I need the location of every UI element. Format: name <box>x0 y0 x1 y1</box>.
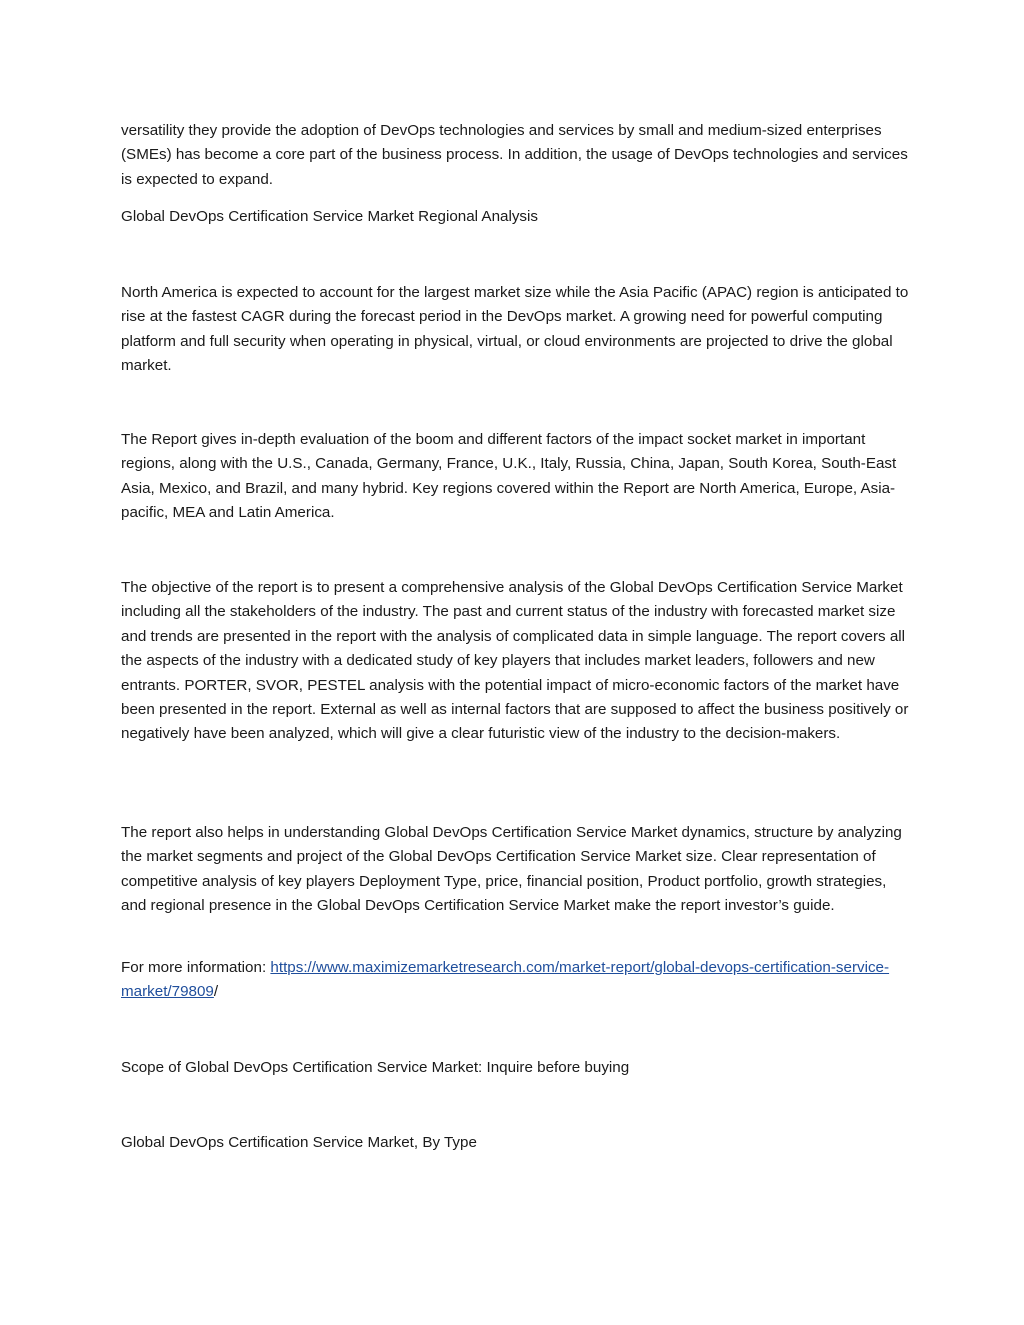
heading-scope: Scope of Global DevOps Certification Service Market: Inquire before buying <box>121 1059 630 1076</box>
paragraph-report-regions: The Report gives in-depth evaluation of the boom and different factors of the impact socket market in important regions, along with the U.S., Canada, Germany, France, U.K., Italy, Russia, China, Japan, South Korea, South-East Asia, Mexico, and Brazil, and many hybrid. Key regions covered within the Report are North America, Europe, Asia-pacific, MEA and Latin America. <box>121 431 897 522</box>
more-information-label: For more information: <box>121 959 271 976</box>
heading-regional-analysis: Global DevOps Certification Service Market Regional Analysis <box>121 208 538 225</box>
more-information-line <box>121 956 911 1005</box>
link-trailing-slash: / <box>213 983 219 1001</box>
paragraph-report-objective: The objective of the report is to present a comprehensive analysis of the Global DevOps Certification Service Market including all the stakeholders of the industry. The past and current status of the industry with forecasted market size and trends are presented in the report with the analysis of complicated data in simple language. The report covers all the aspects of the industry with a dedicated study of key players that includes market leaders, followers and new entrants. PORTER, SVOR, PESTEL analysis with the potential impact of micro-economic factors of the market have been presented in the report. External as well as internal factors that are supposed to affect the business positively or negatively have been analyzed, which will give a clear futuristic view of the industry to the decision-makers. <box>121 579 909 743</box>
heading-by-type: Global DevOps Certification Service Market, By Type <box>121 1134 477 1151</box>
paragraph-market-dynamics: The report also helps in understanding Global DevOps Certification Service Market dynamics, structure by analyzing the market segments and project of the Global DevOps Certification Service Market size. Clear representation of competitive analysis of key players Deployment Type, price, financial position, Product portfolio, growth strategies, and regional presence in the Global DevOps Certification Service Market make the report investor’s guide. <box>121 824 902 915</box>
report-link[interactable]: https://www.maximizemarketresearch.com/market-report/global-devops-certification-service-market/79809 <box>121 959 890 1001</box>
paragraph-north-america: North America is expected to account for the largest market size while the Asia Pacific (APAC) region is anticipated to rise at the fastest CAGR during the forecast period in the DevOps market. A growing need for powerful computing platform and full security when operating in physical, virtual, or cloud environments are projected to drive the global market. <box>121 284 909 375</box>
paragraph-smes-adoption: versatility they provide the adoption of DevOps technologies and services by small and medium-sized enterprises (SMEs) has become a core part of the business process. In addition, the usage of DevOps technologies and services is expected to expand. <box>121 122 908 188</box>
